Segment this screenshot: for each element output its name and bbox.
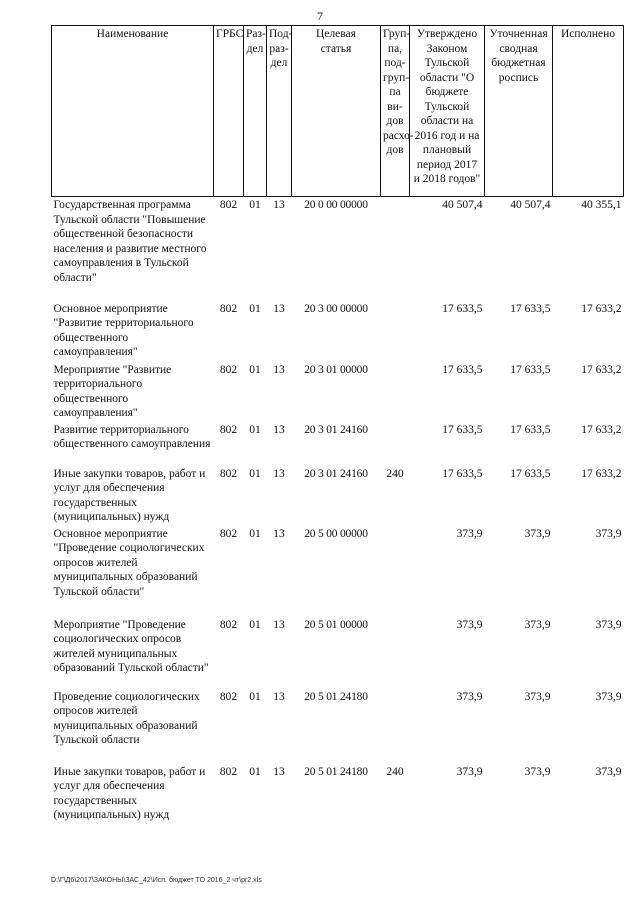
row-refined: 17 633,5 <box>510 363 551 376</box>
row-expense-group <box>381 526 410 617</box>
row-executed: 373,9 <box>595 690 622 703</box>
row-executed: 17 633,2 <box>581 467 622 480</box>
row-approved: 17 633,5 <box>442 302 483 315</box>
row-grbs: 802 <box>219 690 238 703</box>
row-razdel: 01 <box>249 199 261 211</box>
row-approved: 17 633,5 <box>442 467 483 480</box>
row-name: Основное мероприятие "Проведение социологических опросов жителей муниципальных образований Тульской области" <box>53 527 205 598</box>
row-name: Государственная программа Тульской области "Повышение общественной безопасности населения и развитие местного самоуправления в Тульской области" <box>53 199 207 284</box>
row-podrazdel: 13 <box>273 467 285 480</box>
table-row <box>52 422 624 466</box>
row-razdel: 01 <box>249 618 261 631</box>
row-podrazdel: 13 <box>273 765 285 778</box>
row-name: Иные закупки товаров, работ и услуг для обеспечения государственных (муниципальных) нужд <box>53 765 206 821</box>
row-razdel: 01 <box>249 302 261 315</box>
row-executed: 373,9 <box>595 765 622 778</box>
row-refined: 40 507,4 <box>510 199 551 211</box>
row-refined: 373,9 <box>524 527 551 540</box>
row-expense-group <box>381 689 410 764</box>
table-row <box>52 617 624 689</box>
table-row <box>52 301 624 362</box>
row-grbs: 802 <box>219 363 238 376</box>
row-target-article: 20 5 01 24180 <box>304 765 368 778</box>
row-expense-group <box>381 422 410 466</box>
row-grbs: 802 <box>219 423 238 436</box>
table-row <box>52 526 624 617</box>
row-target-article: 20 3 00 00000 <box>304 302 368 315</box>
row-refined: 373,9 <box>524 618 551 631</box>
row-approved: 373,9 <box>456 527 483 540</box>
row-target-article: 20 3 01 24160 <box>304 467 368 480</box>
header-target-article: Целевая статья <box>292 26 381 197</box>
budget-execution-table <box>51 25 624 826</box>
row-target-article: 20 3 01 00000 <box>304 363 368 376</box>
row-executed: 17 633,2 <box>581 302 622 315</box>
row-podrazdel: 13 <box>273 199 285 211</box>
row-executed: 17 633,2 <box>581 363 622 376</box>
row-grbs: 802 <box>219 199 238 211</box>
row-approved: 373,9 <box>456 765 483 778</box>
row-refined: 17 633,5 <box>510 467 551 480</box>
row-target-article: 20 0 00 00000 <box>304 199 368 211</box>
row-grbs: 802 <box>219 527 238 540</box>
table-row <box>52 764 624 826</box>
header-executed: Исполнено <box>553 26 624 197</box>
row-expense-group <box>381 362 410 422</box>
row-approved: 40 507,4 <box>442 199 483 211</box>
row-razdel: 01 <box>249 423 261 436</box>
page-number: 7 <box>317 9 323 23</box>
header-razdel: Раз- дел <box>244 26 267 197</box>
row-executed: 373,9 <box>595 618 622 631</box>
row-target-article: 20 5 01 24180 <box>304 690 368 703</box>
row-approved: 17 633,5 <box>442 423 483 436</box>
header-name: Наименование <box>52 26 214 197</box>
row-approved: 373,9 <box>456 618 483 631</box>
row-name: Развитие территориального общественного самоуправления <box>53 423 211 450</box>
header-expense-group: Груп- па, под- груп- па ви- дов расхо- дов <box>381 26 410 197</box>
row-podrazdel: 13 <box>273 423 285 436</box>
row-executed: 17 633,2 <box>581 423 622 436</box>
header-approved: Утверждено Законом Тульской области "О бюджете Тульской области на 2016 год и на плановый период 2017 и 2018 годов" <box>410 26 485 197</box>
row-approved: 17 633,5 <box>442 363 483 376</box>
table-row <box>52 466 624 526</box>
row-razdel: 01 <box>249 765 261 778</box>
row-razdel: 01 <box>249 527 261 540</box>
row-podrazdel: 13 <box>273 618 285 631</box>
row-podrazdel: 13 <box>273 302 285 315</box>
row-razdel: 01 <box>249 690 261 703</box>
table-row <box>52 689 624 764</box>
header-podrazdel: Под- раз- дел <box>267 26 292 197</box>
row-executed: 373,9 <box>595 527 622 540</box>
row-expense-group: 240 <box>386 765 404 778</box>
row-approved: 373,9 <box>456 690 483 703</box>
row-target-article: 20 5 01 00000 <box>304 618 368 631</box>
row-target-article: 20 3 01 24160 <box>304 423 368 436</box>
row-target-article: 20 5 00 00000 <box>304 527 368 540</box>
row-podrazdel: 13 <box>273 363 285 376</box>
table-header-row <box>52 26 624 197</box>
row-refined: 17 633,5 <box>510 302 551 315</box>
row-grbs: 802 <box>219 302 238 315</box>
row-expense-group: 240 <box>386 467 404 480</box>
row-razdel: 01 <box>249 363 261 376</box>
table-row <box>52 197 624 301</box>
file-path-footer: D:\Г\Д6\2017\ЗАКОНЫ\ЗАС_42\Исп. бюджет ТО 2016_2 чт\pr2.xls <box>51 877 262 884</box>
row-expense-group <box>381 617 410 689</box>
row-expense-group <box>381 197 410 301</box>
row-refined: 373,9 <box>524 765 551 778</box>
row-podrazdel: 13 <box>273 527 285 540</box>
row-podrazdel: 13 <box>273 690 285 703</box>
row-name: Мероприятие "Развитие территориального общественного самоуправления" <box>53 363 172 419</box>
header-refined: Уточненная сводная бюджетная роспись <box>485 26 553 197</box>
row-expense-group <box>381 301 410 362</box>
row-name: Основное мероприятие "Развитие территориального общественного самоуправления" <box>53 302 194 358</box>
row-razdel: 01 <box>249 467 261 480</box>
row-refined: 373,9 <box>524 690 551 703</box>
row-grbs: 802 <box>219 618 238 631</box>
row-name: Иные закупки товаров, работ и услуг для обеспечения государственных (муниципальных) нужд <box>53 467 206 523</box>
row-refined: 17 633,5 <box>510 423 551 436</box>
row-grbs: 802 <box>219 765 238 778</box>
row-grbs: 802 <box>219 467 238 480</box>
row-name: Мероприятие "Проведение социологических опросов жителей муниципальных образований Тульской области" <box>53 618 209 674</box>
row-executed: 40 355,1 <box>581 199 622 211</box>
row-name: Проведение социологических опросов жителей муниципальных образований Тульской области <box>53 690 200 746</box>
table-row <box>52 362 624 422</box>
header-grbs: ГРБС <box>214 26 244 197</box>
